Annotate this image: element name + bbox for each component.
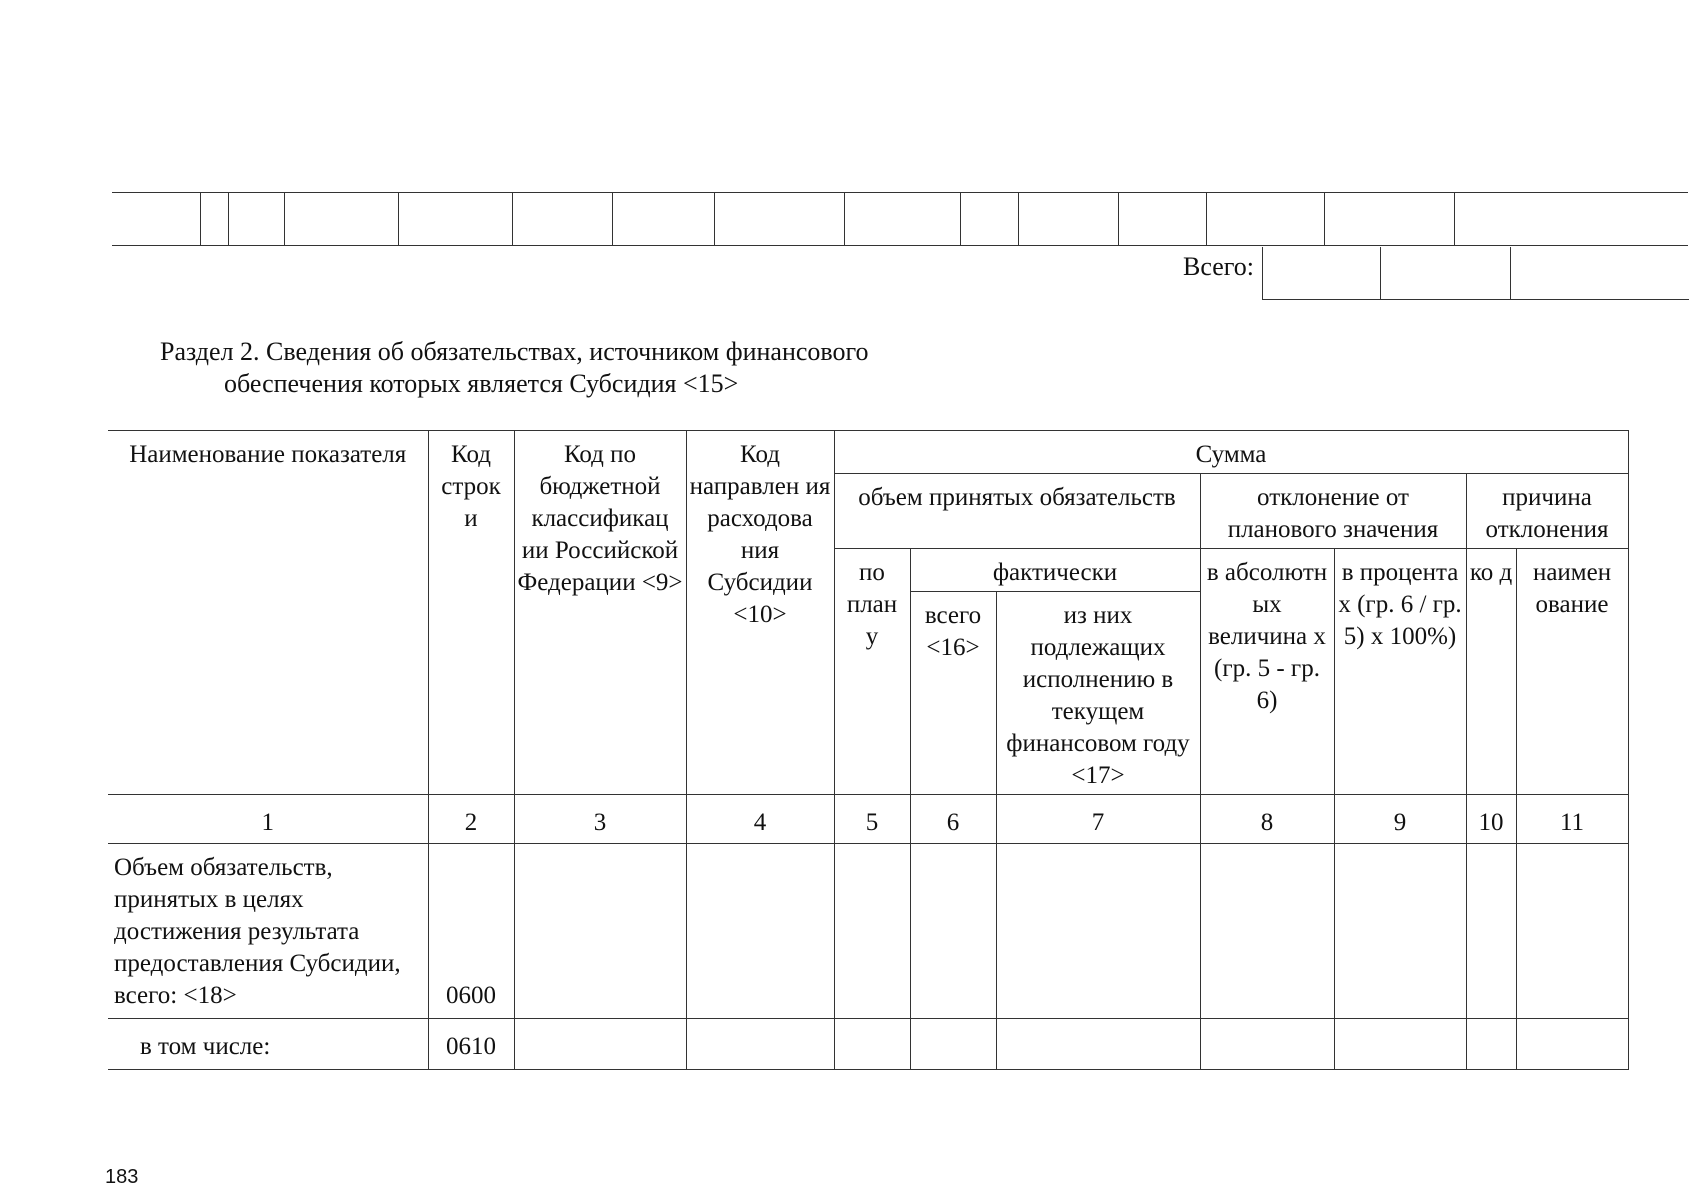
header-actual-total: всего <16> (910, 592, 996, 795)
data-cell (910, 1019, 996, 1070)
data-cell (834, 844, 910, 1019)
data-cell (1334, 1019, 1466, 1070)
section-title-line: обеспечения которых является Субсидия <15> (224, 369, 739, 398)
data-cell (686, 1019, 834, 1070)
data-cell (1200, 1019, 1334, 1070)
table-row (108, 1019, 1628, 1070)
header-line-code: Код строк и (428, 431, 514, 795)
data-cell (1466, 1019, 1516, 1070)
header-reason-code: ко д (1466, 549, 1516, 795)
header-accepted: объем принятых обязательств (834, 474, 1200, 549)
header-name: Наименование показателя (108, 431, 428, 795)
column-number: 1 (108, 795, 428, 844)
data-cell (514, 844, 686, 1019)
header-direction-code: Код направлен ия расходова ния Субсидии <10> (686, 431, 834, 795)
column-number: 10 (1466, 795, 1516, 844)
total-cell (1263, 247, 1381, 300)
data-cell (1200, 844, 1334, 1019)
data-cell (910, 844, 996, 1019)
column-number: 2 (428, 795, 514, 844)
row-code: 0600 (428, 844, 514, 1019)
header-actual-current-year: из них подлежащих исполнению в текущем финансовом году <17> (996, 592, 1200, 795)
data-cell (686, 844, 834, 1019)
header-row (108, 431, 1628, 474)
obligations-table (108, 430, 1629, 1070)
header-sum: Сумма (834, 431, 1628, 474)
header-actual: фактически (910, 549, 1200, 592)
column-number: 9 (1334, 795, 1466, 844)
header-dev-absolute: в абсолютн ых величина х (гр. 5 - гр. 6) (1200, 549, 1334, 795)
total-row (1262, 247, 1689, 300)
header-dev-percent: в процента х (гр. 6 / гр. 5) х 100%) (1334, 549, 1466, 795)
data-cell (996, 844, 1200, 1019)
section-title-line: Раздел 2. Сведения об обязательствах, источником финансового (160, 337, 869, 366)
column-number: 8 (1200, 795, 1334, 844)
data-cell (1516, 844, 1628, 1019)
row-label: Объем обязательств, принятых в целях достижения результата предоставления Субсидии, всего: <18> (108, 844, 428, 1019)
page-number: 183 (105, 1166, 139, 1188)
header-deviation: отклонение от планового значения (1200, 474, 1466, 549)
header-plan: по план у (834, 549, 910, 795)
header-budget-code: Код по бюджетной классификац ии Российской Федерации <9> (514, 431, 686, 795)
column-numbers-row (108, 795, 1628, 844)
header-reason-name: наимен ование (1516, 549, 1628, 795)
total-cell (1381, 247, 1511, 300)
data-cell (834, 1019, 910, 1070)
data-cell (996, 1019, 1200, 1070)
column-number: 4 (686, 795, 834, 844)
total-label: Всего: (1183, 252, 1254, 281)
column-number: 3 (514, 795, 686, 844)
column-number: 7 (996, 795, 1200, 844)
data-cell (1516, 1019, 1628, 1070)
column-number: 6 (910, 795, 996, 844)
header-reason: причина отклонения (1466, 474, 1628, 549)
section-title (160, 336, 869, 400)
row-label: в том числе: (108, 1019, 428, 1070)
column-number: 5 (834, 795, 910, 844)
data-cell (1334, 844, 1466, 1019)
row-code: 0610 (428, 1019, 514, 1070)
column-number: 11 (1516, 795, 1628, 844)
data-cell (1466, 844, 1516, 1019)
total-cell (1511, 247, 1689, 300)
data-cell (514, 1019, 686, 1070)
table-row (108, 844, 1628, 1019)
previous-table-row (112, 193, 1688, 246)
previous-table-fragment (112, 192, 1688, 246)
